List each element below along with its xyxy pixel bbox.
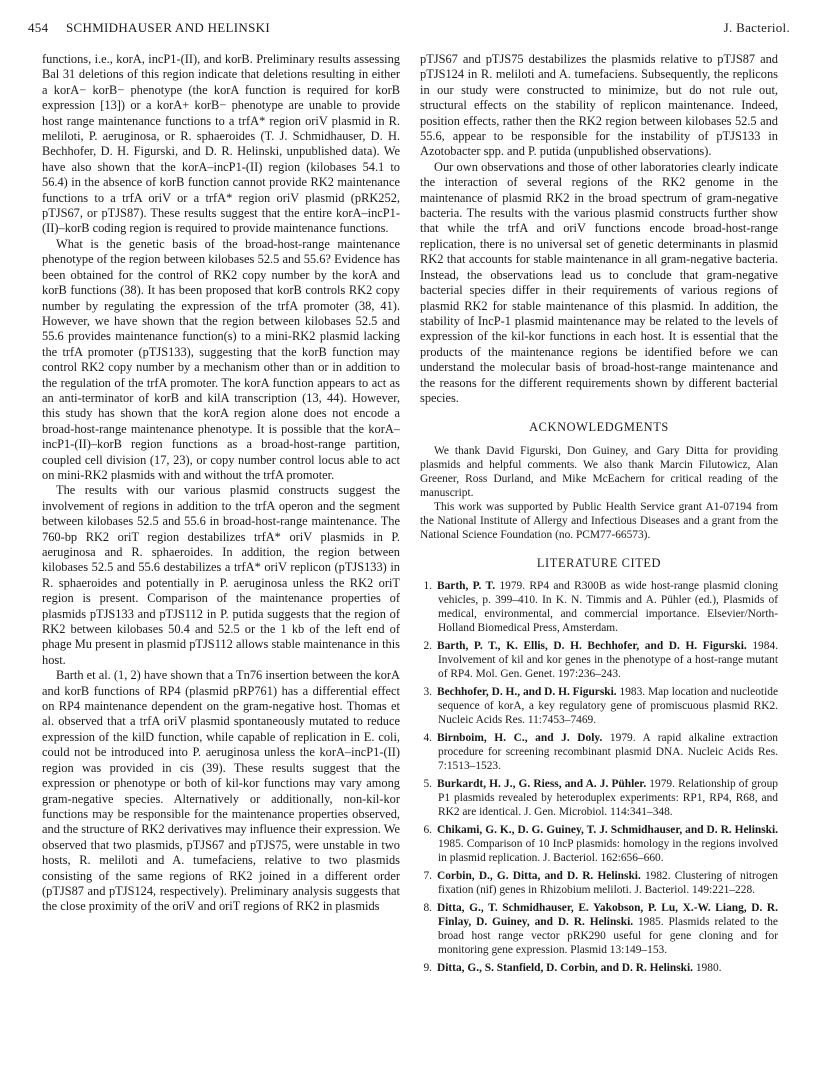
reference-text: 1980. xyxy=(693,962,722,975)
acknowledgments-paragraph: This work was supported by Public Health Service grant A1-07194 from the National Institute of Allergy and Infectious Diseases and a grant from the National Science Foundation (no. PCM77-66573). xyxy=(420,500,778,541)
reference-text: 1979. RP4 and R300B as wide host-range plasmid cloning vehicles, p. 399–410. In K. N. Timmis and A. Pühler (ed.), Plasmids of medical, environmental, and commercial importance. Elsevier/North-Holland Biomedical Press, Amsterdam. xyxy=(438,580,779,635)
reference-item xyxy=(420,869,778,897)
page-header xyxy=(28,20,790,42)
reference-authors: Bechhofer, D. H., and D. H. Figurski. xyxy=(437,686,617,699)
reference-number: 1. xyxy=(423,580,432,593)
reference-number: 6. xyxy=(423,824,432,837)
reference-authors: Corbin, D., G. Ditta, and D. R. Helinski. xyxy=(437,870,641,883)
page-number: 454 xyxy=(28,20,49,35)
reference-list xyxy=(420,579,778,975)
reference-text: 1985. Plasmids related to the broad host range vector pRK290 useful for gene cloning and for monitoring gene expression. Plasmid 13:149–153. xyxy=(438,916,778,957)
reference-text: 1979. Relationship of group P1 plasmids revealed by heteroduplex experiments: RP1, RP4, R68, and RK2 are identical. J. Gen. Microbiol. 114:341–348. xyxy=(438,778,778,819)
reference-text: 1979. A rapid alkaline extraction procedure for screening recombinant plasmid DNA. Nucleic Acids Res. 7:1513–1523. xyxy=(438,732,778,773)
body-paragraph: Our own observations and those of other laboratories clearly indicate the interaction of several regions of the RK2 genome in the maintenance of plasmid RK2 in the broad spectrum of gram-negative bacteria. The results with the various plasmid constructs further show that while the trfA and oriV functions encode broad-host-range replication, there is no universal set of genetic determinants in plasmid RK2 that accounts for stable maintenance in all gram-negative bacteria. Instead, the observations lead us to conclude that gram-negative bacterial species differ in their requirements of various regions of plasmid RK2 for stable maintenance of this plasmid. In addition, the stability of IncP-1 plasmid maintenance may be related to the levels of expression of the kil-kor functions in each host. It is essential that the products of the maintenance regions be identified before we can understand the molecular basis of broad-host-range maintenance and the reasons for the different requirements shown by different bacterial species. xyxy=(420,159,778,405)
reference-item xyxy=(420,777,778,819)
acknowledgments-paragraph: We thank David Figurski, Don Guiney, and Gary Ditta for providing plasmids and helpful comments. We also thank Marcin Filutowicz, Alan Greener, Ross Durland, and Mike McEachern for critical reading of the manuscript. xyxy=(420,444,778,499)
reference-authors: Burkardt, H. J., G. Riess, and A. J. Pühler. xyxy=(437,778,647,791)
reference-item xyxy=(420,731,778,773)
reference-number: 3. xyxy=(423,686,432,699)
reference-number: 8. xyxy=(423,902,432,915)
reference-authors: Ditta, G., S. Stanfield, D. Corbin, and D. R. Helinski. xyxy=(437,962,694,975)
body-paragraph: Barth et al. (1, 2) have shown that a Tn76 insertion between the korA and korB functions of RP4 (plasmid pRP761) has a differential effect on RP4 maintenance dependent on the gram-negative host. Thomas et al. observed that a trfA oriV plasmid spontaneously mutated to reduce expression of the kilD function, while capable of replication in E. coli, could not be introduced into P. aeruginosa unless the korA–incP1-(II) region was provided in cis (39). These results suggest that the expression or phenotype or both of kil-kor functions may vary among gram-negative species. Alternatively or additionally, non-kil-kor functions may be responsible for the maintenance properties observed, and the structure of RK2 derivatives may influence their expression. We observed that two plasmids, pTJS67 and pTJS75, were unstable in two hosts, R. meliloti and A. tumefaciens, relative to two plasmids consisting of the same regions of RK2 joined in a different order (pTJS87 and pTJS124, respectively). Preliminary analysis suggests that the close proximity of the oriV and oriT regions of RK2 in plasmids xyxy=(42,668,400,914)
reference-authors: Barth, P. T., K. Ellis, D. H. Bechhofer, and D. H. Figurski. xyxy=(437,640,747,653)
reference-item xyxy=(420,961,778,975)
reference-text: 1982. Clustering of nitrogen fixation (nif) genes in Rhizobium meliloti. J. Bacteriol. 149:221–228. xyxy=(438,870,778,897)
reference-number: 4. xyxy=(423,732,432,745)
reference-item xyxy=(420,579,778,635)
right-column xyxy=(420,52,778,979)
body-paragraph: What is the genetic basis of the broad-host-range maintenance phenotype of the region between kilobases 52.5 and 55.6? Evidence has been obtained for the control of RK2 copy number by the korA and korB functions (38). It has been proposed that korB controls RK2 copy number by regulating the expression of the trfA promoter (38, 41). However, we have shown that the region between kilobases 52.5 and 55.6 provides maintenance function(s) to a mini-RK2 plasmid lacking the trfA promoter (pTJS133), suggesting that the korB function may control RK2 copy number by a mechanism other than or in addition to the regulation of the trfA promoter. The korA function appears to act as an anti-terminator of korB and kilA transcription (13, 44). However, this study has shown that the korA region alone does not encode a broad-host-range maintenance phenotype. It is possible that the korA–incP1-(II)–korB region functions as a broad-host-range partition, coupled cell division (17, 23), or copy number control locus able to act on mini-RK2 plasmids with and without the trfA promoter. xyxy=(42,236,400,482)
reference-text: 1985. Comparison of 10 IncP plasmids: homology in the regions involved in plasmid replication. J. Bacteriol. 162:656–660. xyxy=(438,838,778,865)
reference-number: 9. xyxy=(423,962,432,975)
left-column xyxy=(42,52,400,915)
literature-cited-heading: LITERATURE CITED xyxy=(536,555,662,570)
body-paragraph: functions, i.e., korA, incP1-(II), and korB. Preliminary results assessing Bal 31 deletions of this region indicate that deletions resulting in either a korA− korB− phenotype (the korA function is required for korB expression [13]) or a korA+ korB− phenotype are unable to provide host range maintenance functions to a trfA* region oriV plasmid in R. meliloti, P. aeruginosa, or R. sphaeroides (T. J. Schmidhauser, D. H. Bechhofer, D. H. Figurski, and D. R. Helinski, unpublished data). We have also shown that the korA–incP1-(II) region (kilobases 54.1 to 56.4) in the absence of korB function cannot provide RK2 maintenance functions to a trfA oriV or a trfA* region oriV plasmid (pRK252, pTJS67, or pTJS87). These results suggest that the entire korA–incP1-(II)–korB coding region is required to provide maintenance functions. xyxy=(42,52,400,236)
reference-number: 5. xyxy=(423,778,432,791)
running-title: SCHMIDHAUSER AND HELINSKI xyxy=(66,20,270,35)
reference-text: 1983. Map location and nucleotide sequence of korA, a key regulatory gene of promiscuous plasmid RK2. Nucleic Acids Res. 11:7453–7469. xyxy=(438,686,778,727)
reference-authors: Birnboim, H. C., and J. Doly. xyxy=(437,732,603,745)
reference-text: 1984. Involvement of kil and kor genes in the phenotype of a host-range mutant of RP4. Mol. Gen. Genet. 197:236–243. xyxy=(438,640,778,681)
acknowledgments-heading: ACKNOWLEDGMENTS xyxy=(529,420,669,435)
reference-item xyxy=(420,901,778,957)
body-paragraph: pTJS67 and pTJS75 destabilizes the plasmids relative to pTJS87 and pTJS124 in R. meliloti and A. tumefaciens. Subsequently, the replicons in our study were constructed to minimize, but do not rule out, structural effects on the stability of replicon maintenance. Indeed, position effects, rather then the RK2 region between kilobases 52.5 and 55.6, appear to be responsible for the instability of pTJS133 in Azotobacter spp. and P. putida (unpublished observations). xyxy=(420,52,778,159)
reference-authors: Chikami, G. K., D. G. Guiney, T. J. Schmidhauser, and D. R. Helinski. xyxy=(437,824,778,837)
acknowledgments-section xyxy=(420,444,778,542)
reference-item xyxy=(420,639,778,681)
reference-item xyxy=(420,685,778,727)
reference-authors: Ditta, G., T. Schmidhauser, E. Yakobson, P. Lu, X.-W. Liang, D. R. Finlay, D. Guiney, and D. R. Helinski. xyxy=(437,902,778,929)
reference-item xyxy=(420,823,778,865)
reference-number: 2. xyxy=(423,640,432,653)
body-paragraph: The results with our various plasmid constructs suggest the involvement of regions in addition to the trfA operon and the segment between kilobases 52.5 and 55.6 in broad-host-range maintenance. The 760-bp RK2 oriT region destabilizes trfA* oriV plasmids in P. aeruginosa and R. sphaeroides. In addition, the region between kilobases 52.5 and 55.6 destabilizes a trfA* oriV replicon (pTJS133) in R. sphaeroides and potentially in P. aeruginosa unless the RK2 oriT region is present. Comparison of the maintenance properties of plasmids pTJS133 and pTJS112 in P. putida suggests that the region of RK2 between kilobases 50.4 and 52.5 or the 1 kb of the left end of phage Mu present in plasmid pTJS112 allows stable maintenance in this host. xyxy=(42,483,400,667)
journal-name: J. Bacteriol. xyxy=(723,20,790,35)
reference-number: 7. xyxy=(423,870,432,883)
reference-authors: Barth, P. T. xyxy=(437,580,496,593)
